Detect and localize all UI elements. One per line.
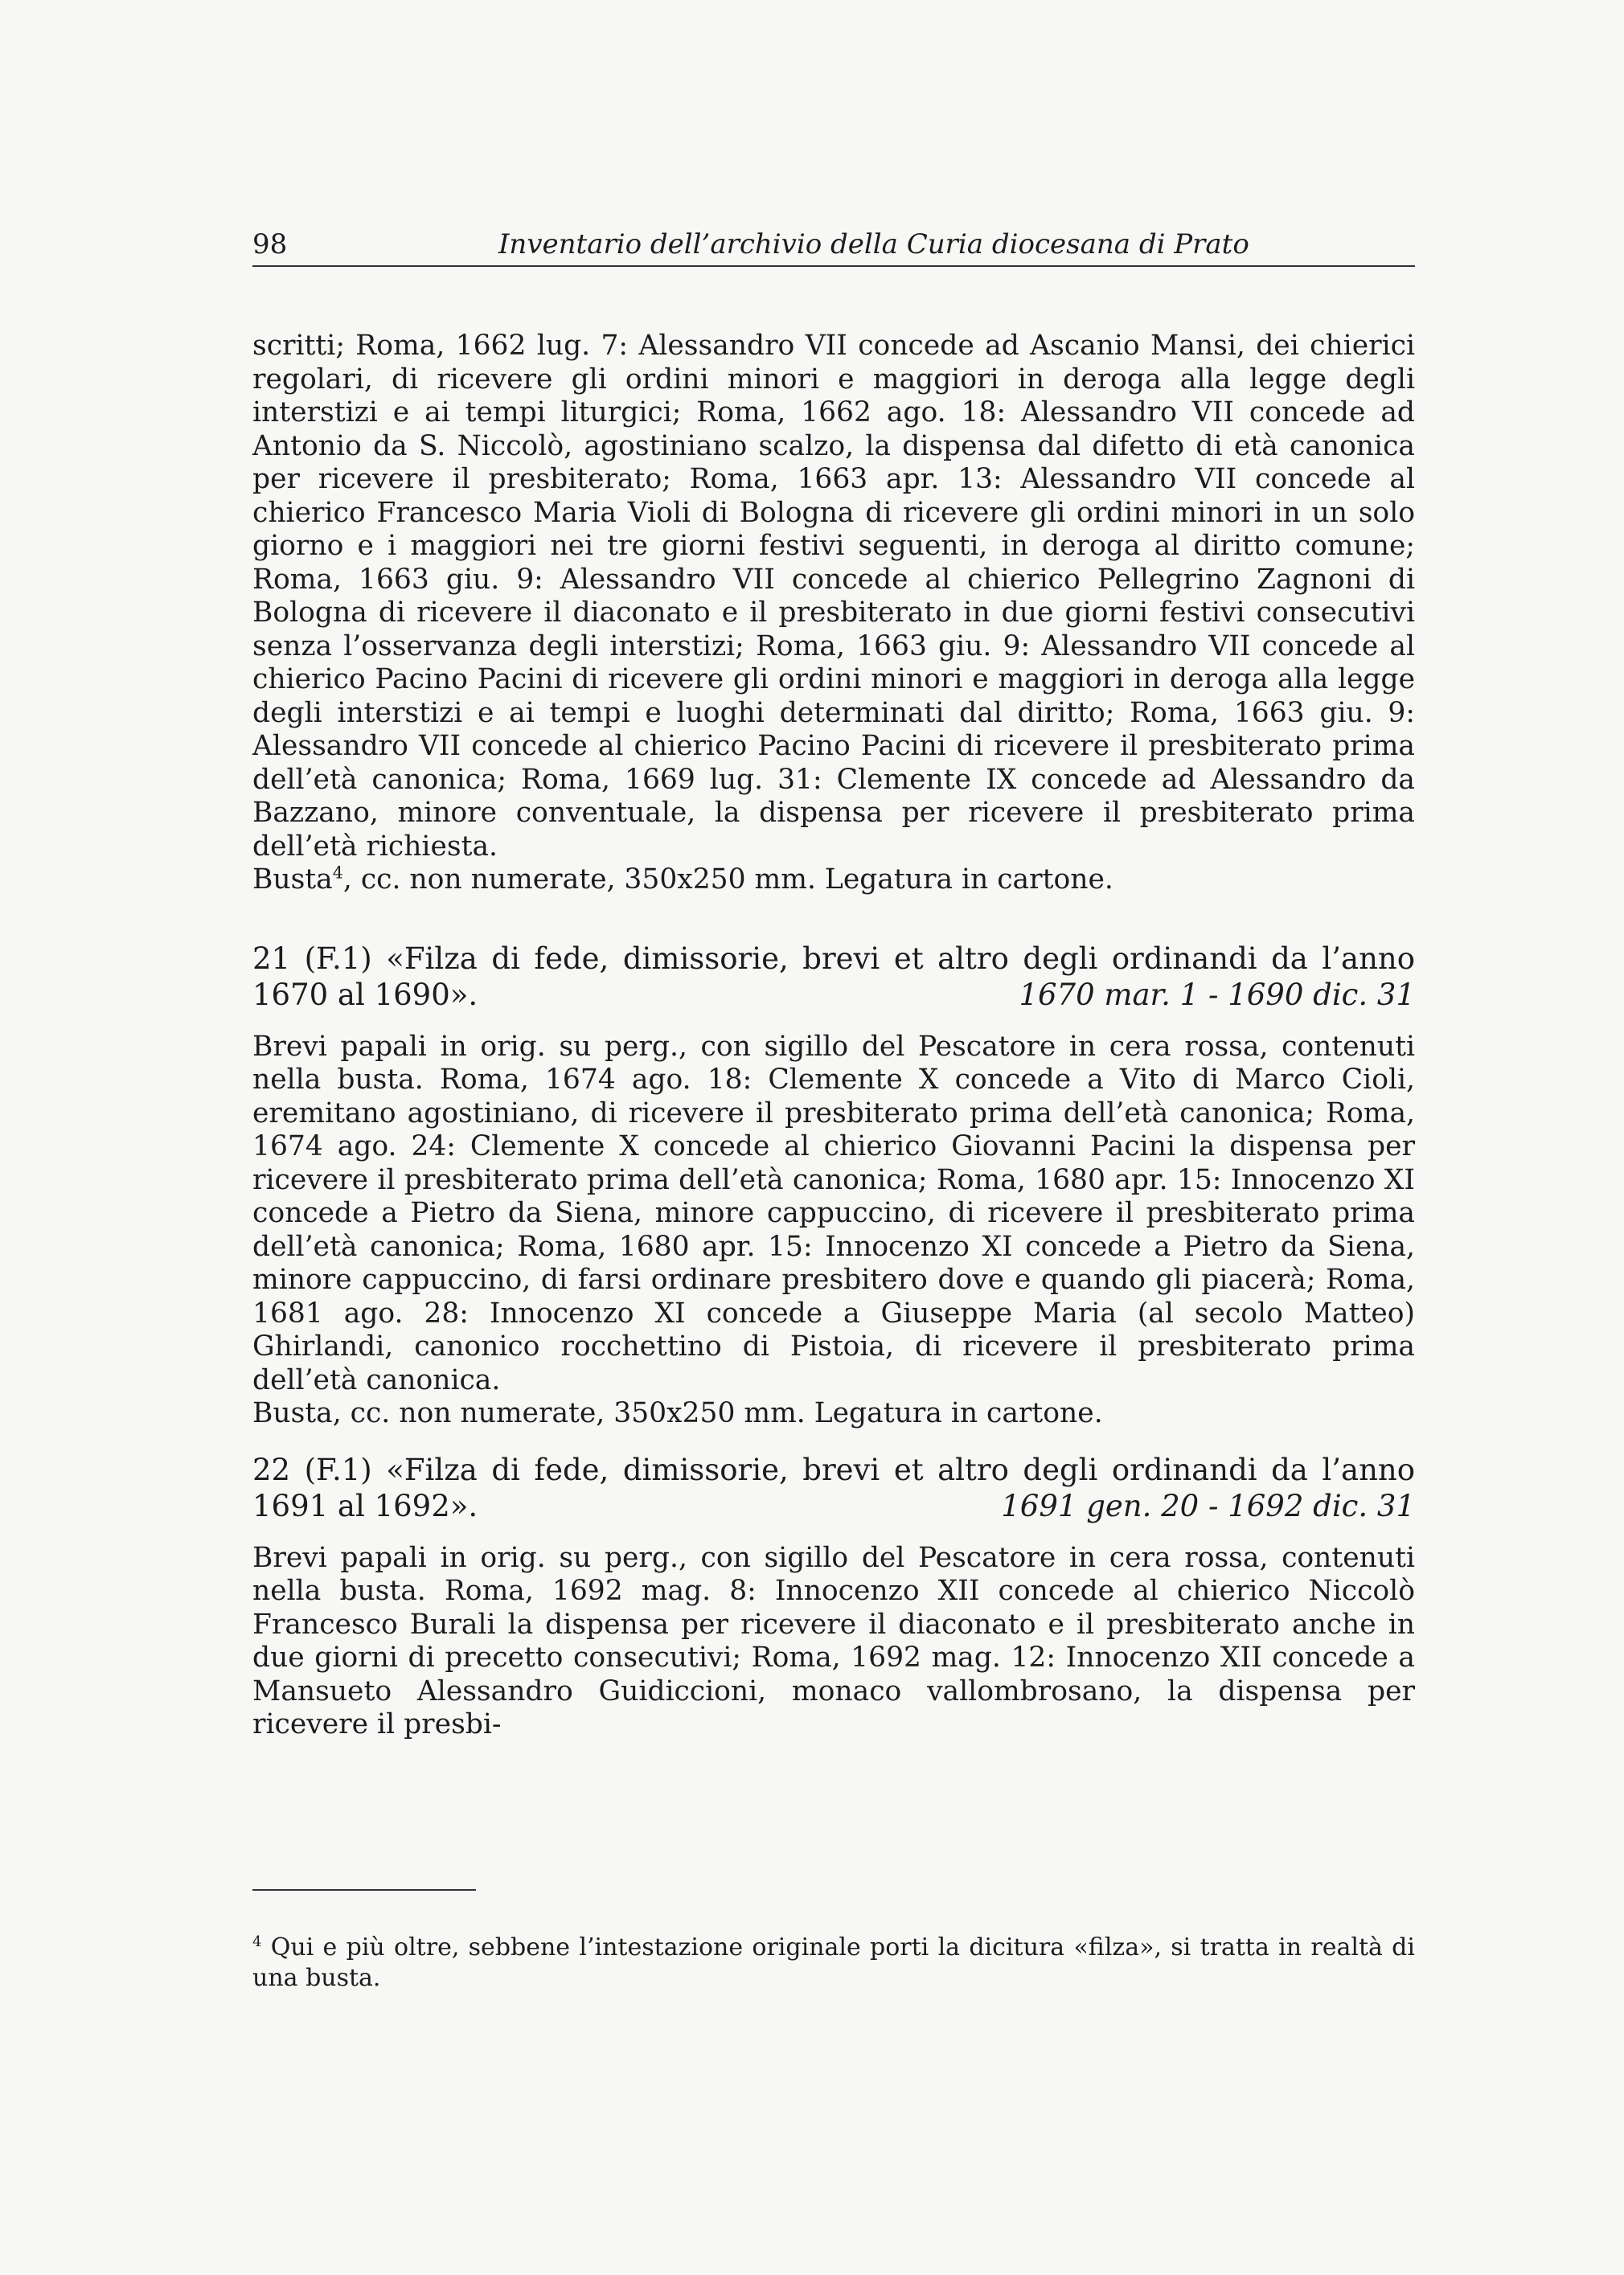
footnote-reference: 4 <box>332 863 343 883</box>
entry-22-title: 22 (F.1) «Filza di fede, dimissorie, brevi et altro degli ordinandi da l’anno 1691 al 1692». <box>252 1452 1415 1523</box>
entry-22-body: Brevi papali in orig. su perg., con sigillo del Pescatore in cera rossa, contenuti nella busta. Roma, 1692 mag. 8: Innocenzo XII concede al chierico Niccolò Francesco Burali la dispensa per ricevere il diaconato e il presbiterato anche in due giorni di precetto consecutivi; Roma, 1692 mag. 12: Innocenzo XII concede a Mansueto Alessandro Guidiccioni, monaco vallombrosano, la dispensa per ricevere il presbi- <box>252 1541 1415 1740</box>
continuation-physical-description <box>252 863 1415 897</box>
entry-22-body-block <box>252 1542 1415 1742</box>
entry-21-heading <box>252 941 1415 1013</box>
main-text <box>252 330 1415 1742</box>
entry-21-dates: 1670 mar. 1 - 1690 dic. 31 <box>1019 977 1415 1012</box>
continuation-paragraph: scritti; Roma, 1662 lug. 7: Alessandro VII concede ad Ascanio Mansi, dei chierici regolari, di ricevere gli ordini minori e maggiori in deroga alla legge degli interstizi e ai tempi liturgici; Roma, 1662 ago. 18: Alessandro VII concede ad Antonio da S. Niccolò, agostiniano scalzo, la dispensa dal difetto di età canonica per ricevere il presbiterato; Roma, 1663 apr. 13: Alessandro VII concede al chierico Francesco Maria Violi di Bologna di ricevere gli ordini minori in un solo giorno e i maggiori nei tre giorni festivi seguenti, in deroga al diritto comune; Roma, 1663 giu. 9: Alessandro VII concede al chierico Pellegrino Zagnoni di Bologna di ricevere il diaconato e il presbiterato in due giorni festivi consecutivi senza l’osservanza degli interstizi; Roma, 1663 giu. 9: Alessandro VII concede al chierico Pacino Pacini di ricevere gli ordini minori e maggiori in deroga alla legge degli interstizi e ai tempi e luoghi determinati dal diritto; Roma, 1663 giu. 9: Alessandro VII concede al chierico Pacino Pacini di ricevere il presbiterato prima dell’età canonica; Roma, 1669 lug. 31: Clemente IX concede ad Alessandro da Bazzano, minore conventuale, la dispensa per ricevere il presbiterato prima dell’età richiesta. <box>252 330 1415 863</box>
entry-21-physical-description: Busta, cc. non numerate, 350x250 mm. Legatura in cartone. <box>252 1397 1103 1429</box>
footnote-divider <box>252 1889 476 1891</box>
entry-21-body-block <box>252 1031 1415 1431</box>
entry-21-title: 21 (F.1) «Filza di fede, dimissorie, brevi et altro degli ordinandi da l’anno 1670 al 1690». <box>252 941 1415 1012</box>
entry-22-dates: 1691 gen. 20 - 1692 dic. 31 <box>1001 1488 1415 1523</box>
footnote-number: 4 <box>252 1933 262 1950</box>
physdesc-prefix: Busta <box>252 863 333 896</box>
footnote <box>252 1933 1415 1994</box>
running-title: Inventario dell’archivio della Curia diocesana di Prato <box>498 228 1249 260</box>
footnote-text: Qui e più oltre, sebbene l’intestazione originale porti la dicitura «filza», si tratta in realtà di una busta. <box>252 1933 1415 1992</box>
entry-22 <box>252 1452 1415 1742</box>
physdesc-rest: , cc. non numerate, 350x250 mm. Legatura in cartone. <box>342 863 1113 896</box>
page-header <box>252 223 1415 267</box>
entry-22-heading <box>252 1452 1415 1524</box>
entry-21-body: Brevi papali in orig. su perg., con sigillo del Pescatore in cera rossa, contenuti nella busta. Roma, 1674 ago. 18: Clemente X concede a Vito di Marco Cioli, eremitano agostiniano, di ricevere il presbiterato prima dell’età canonica; Roma, 1674 ago. 24: Clemente X concede al chierico Giovanni Pacini la dispensa per ricevere il presbiterato prima dell’età canonica; Roma, 1680 apr. 15: Innocenzo XI concede a Pietro da Siena, minore cappuccino, di ricevere il presbiterato prima dell’età canonica; Roma, 1680 apr. 15: Innocenzo XI concede a Pietro da Siena, minore cappuccino, di farsi ordinare presbitero dove e quando gli piacerà; Roma, 1681 ago. 28: Innocenzo XI concede a Giuseppe Maria (al secolo Matteo) Ghirlandi, canonico rocchettino di Pistoia, di ricevere il presbiterato prima dell’età canonica. <box>252 1030 1415 1396</box>
page-number: 98 <box>252 228 288 260</box>
entry-21 <box>252 941 1415 1431</box>
